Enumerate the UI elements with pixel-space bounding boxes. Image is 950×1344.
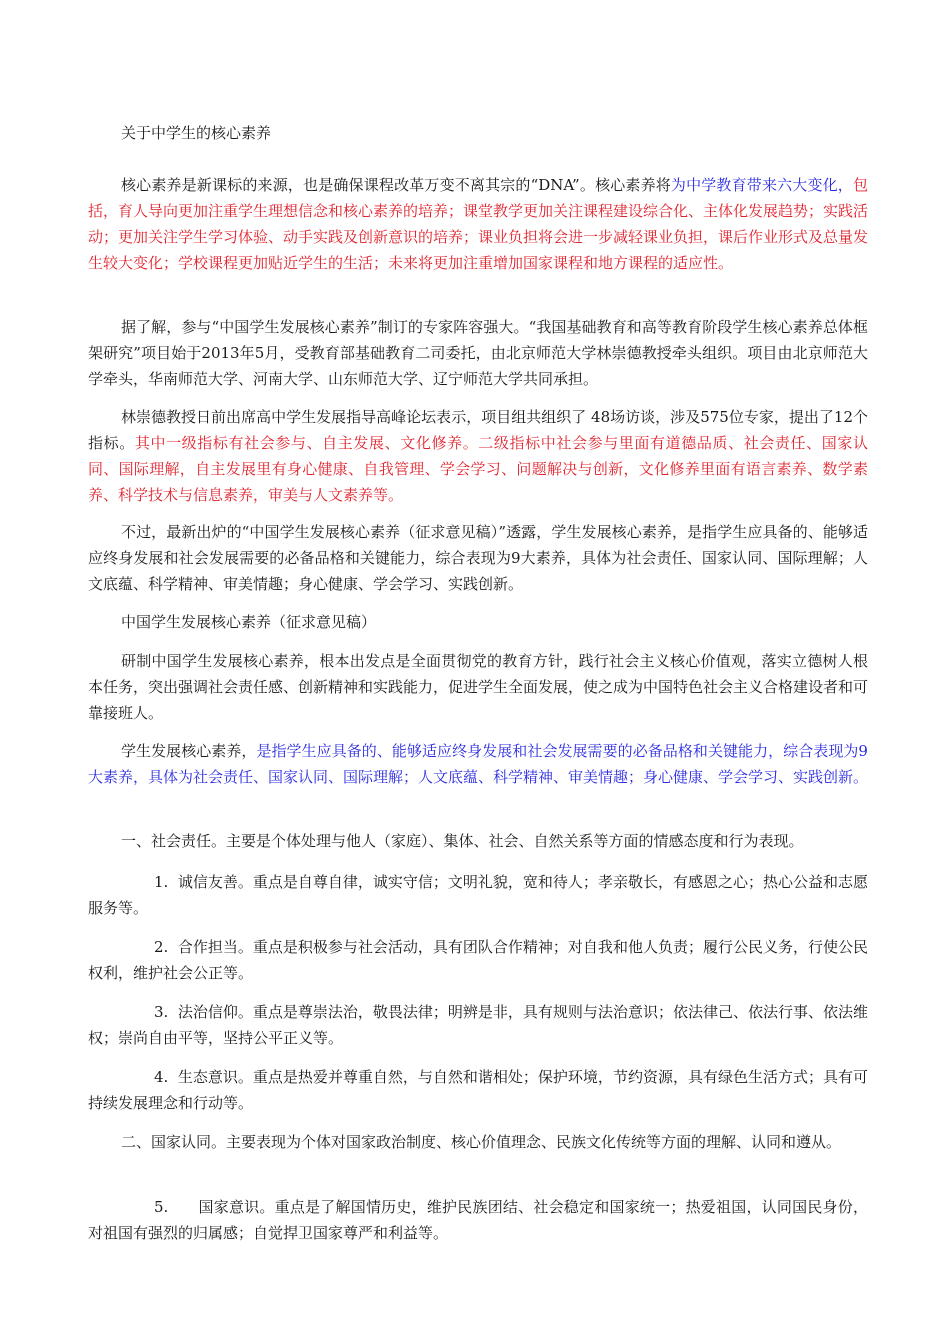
item-text: 法治信仰。重点是尊崇法治，敬畏法律；明辨是非，具有规则与法治意识；依法律己、依法行事、依法维权；崇尚自由平等，坚持公平正义等。 (88, 1003, 868, 1047)
section-subtitle: 中国学生发展核心素养（征求意见稿） (121, 613, 377, 631)
item-text: 国家意识。重点是了解国情历史，维护民族团结、社会稳定和国家统一；热爱祖国，认同国民身份，对祖国有强烈的归属感；自觉捍卫国家尊严和利益等。 (88, 1198, 868, 1242)
item-number: 4. (154, 1068, 169, 1086)
item-number: 3. (154, 1003, 169, 1021)
p3-text-plain: 林崇德教授日前出席高中学生发展指导高峰论坛表示，项目组共组织了 48场访谈，涉及575位专家，提出了12个指标。 (88, 408, 868, 452)
paragraph-2: 据了解，参与“中国学生发展核心素养”制订的专家阵容强大。“我国基础教育和高等教育阶段学生核心素养总体框架研究”项目始于2013年5月，受教育部基础教育二司委托，由北京师范大学林崇德教授牵头组织。项目由北京师范大学牵头，华南师范大学、河南大学、山东师范大学、辽宁师范大学共同承担。 (88, 318, 868, 388)
item-text: 合作担当。重点是积极参与社会活动，具有团队合作精神；对自我和他人负责；履行公民义务，行使公民权利，维护社会公正等。 (88, 938, 868, 982)
p1-text-red: 包括，育人导向更加注重学生理想信念和核心素养的培养；课堂教学更加关注课程建设综合化、主体化发展趋势；实践活动；更加关注学生学习体验、动手实践及创新意识的培养；课业负担将会进一步减轻课业负担，课后作业形式及总量发生较大变化；学校课程更加贴近学生的生活；未来将更加注重增加国家课程和地方课程的适应性。 (88, 176, 869, 272)
paragraph-3 (88, 404, 868, 508)
p7-text-plain: 学生发展核心素养， (121, 742, 257, 760)
paragraph-4: 不过，最新出炉的“中国学生发展核心素养（征求意见稿）”透露，学生发展核心素养，是指学生应具备的、能够适应终身发展和社会发展需要的必备品格和关键能力，综合表现为9大素养，具体为社会责任、国家认同、国际理解；人文底蕴、科学精神、审美情趣；身心健康、学会学习、实践创新。 (88, 523, 868, 593)
item-number: 1. (154, 873, 169, 891)
item-text: 生态意识。重点是热爱并尊重自然，与自然和谐相处；保护环境，节约资源，具有绿色生活方式；具有可持续发展理念和行动等。 (88, 1068, 868, 1112)
p7-text-blue: 是指学生应具备的、能够适应终身发展和社会发展需要的必备品格和关键能力，综合表现为9大素养，具体为社会责任、国家认同、国际理解；人文底蕴、科学精神、审美情趣；身心健康、学会学习、实践创新。 (88, 742, 869, 786)
document-title: 关于中学生的核心素养 (121, 124, 272, 142)
item-text: 诚信友善。重点是自尊自律，诚实守信；文明礼貌，宽和待人；孝亲敬长，有感恩之心；热心公益和志愿服务等。 (88, 873, 868, 917)
p1-text-blue: 为中学教育带来六大变化， (670, 176, 853, 194)
paragraph-7 (88, 738, 868, 790)
item-number: 5. (154, 1198, 169, 1216)
list-item-4 (88, 1064, 868, 1116)
list-item-3 (88, 999, 868, 1051)
item-number: 2. (154, 938, 169, 956)
list-item-5 (88, 1194, 868, 1246)
section-two-heading: 二、国家认同。主要表现为个体对国家政治制度、核心价值理念、民族文化传统等方面的理解、认同和遵从。 (121, 1133, 842, 1151)
list-item-2 (88, 934, 868, 986)
list-item-1 (88, 869, 868, 921)
paragraph-6: 研制中国学生发展核心素养，根本出发点是全面贯彻党的教育方针，践行社会主义核心价值观，落实立德树人根本任务，突出强调社会责任感、创新精神和实践能力，促进学生全面发展，使之成为中国特色社会主义合格建设者和可靠接班人。 (88, 652, 869, 722)
section-one-heading: 一、社会责任。主要是个体处理与他人（家庭）、集体、社会、自然关系等方面的情感态度和行为表现。 (121, 832, 804, 850)
p3-text-red: 其中一级指标有社会参与、自主发展、文化修养。二级指标中社会参与里面有道德品质、社会责任、国家认同、国际理解，自主发展里有身心健康、自我管理、学会学习、问题解决与创新，文化修养里面有语言素养、数学素养、科学技术与信息素养，审美与人文素养等。 (88, 434, 868, 504)
p1-text-plain: 核心素养是新课标的来源，也是确保课程改革万变不离其宗的“DNA”。核心素养将 (121, 176, 671, 194)
paragraph-1 (88, 172, 868, 276)
